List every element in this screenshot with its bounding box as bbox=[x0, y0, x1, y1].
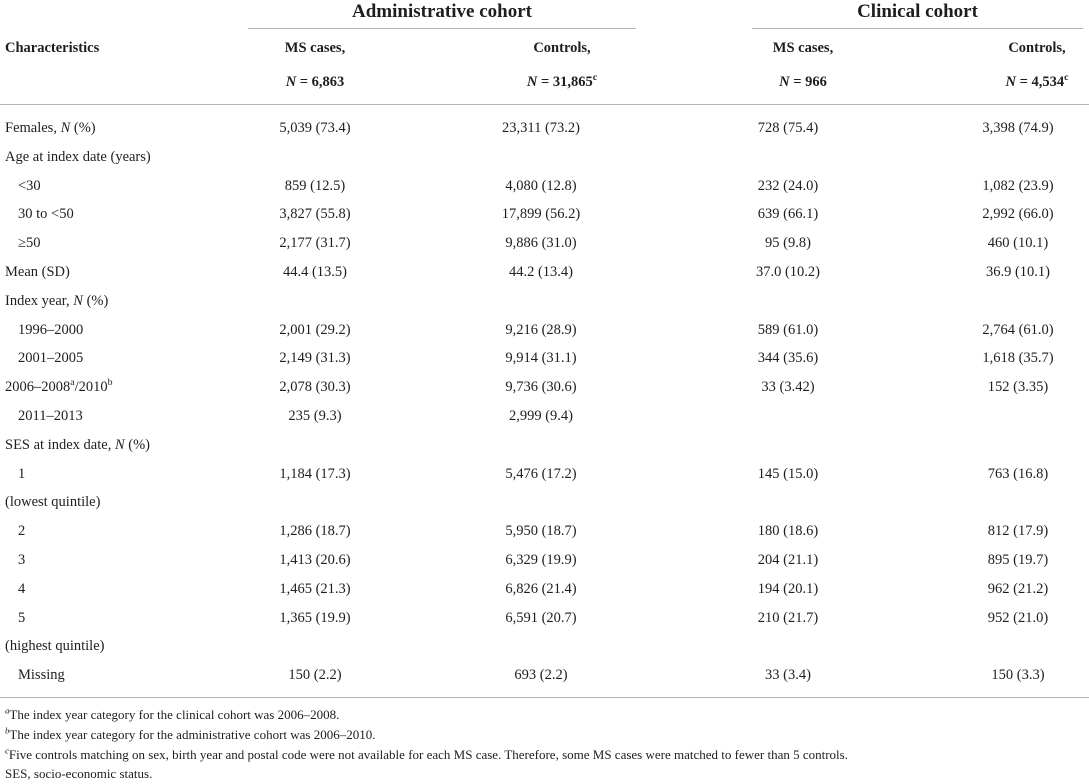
row-label bbox=[5, 632, 104, 661]
table-row bbox=[0, 517, 1089, 546]
cell-clinical-controls: 2,992 (66.0) bbox=[982, 206, 1054, 223]
group-header-clinical-cohort: Clinical cohort bbox=[857, 1, 978, 22]
cell-clinical-ms-cases: 37.0 (10.2) bbox=[755, 263, 821, 280]
table-row bbox=[0, 661, 1089, 690]
column-title-admin-controls: Controls, bbox=[533, 40, 591, 56]
column-title-admin-ms-cases: MS cases, bbox=[284, 40, 346, 56]
italic-symbol: N bbox=[114, 436, 125, 453]
text-run: (%) bbox=[124, 436, 150, 453]
italic-symbol: N bbox=[73, 292, 83, 309]
column-title-clinical-controls: Controls, bbox=[1008, 40, 1066, 56]
cell-clinical-ms-cases: 728 (75.4) bbox=[757, 120, 819, 136]
table-row bbox=[0, 172, 1089, 201]
cell-clinical-controls: 1,618 (35.7) bbox=[982, 350, 1054, 367]
text-run: 1 bbox=[18, 465, 26, 482]
text-run: <30 bbox=[18, 177, 41, 194]
footnote-text: Five controls matching on sex, birth year and postal code were not available for each MS case. Therefore, some MS cases were matched to fewer than 5 controls. bbox=[8, 746, 848, 762]
footnote-reference: a bbox=[70, 377, 75, 389]
footnote bbox=[5, 745, 1085, 765]
row-label bbox=[5, 143, 151, 172]
cell-clinical-controls: 152 (3.35) bbox=[987, 379, 1049, 396]
cell-admin-ms-cases: 859 (12.5) bbox=[284, 177, 346, 194]
cell-admin-controls: 693 (2.2) bbox=[514, 667, 568, 684]
text-run: (%) bbox=[70, 120, 96, 136]
table-row bbox=[0, 200, 1089, 229]
section-heading-row bbox=[0, 287, 1089, 316]
row-label bbox=[18, 200, 74, 229]
table-row bbox=[0, 460, 1089, 489]
cell-admin-ms-cases: 2,078 (30.3) bbox=[279, 379, 351, 396]
table-footnotes bbox=[5, 705, 1085, 784]
row-label bbox=[5, 373, 113, 402]
cell-clinical-ms-cases: 145 (15.0) bbox=[757, 465, 819, 482]
cell-admin-ms-cases: 235 (9.3) bbox=[288, 407, 342, 424]
row-label bbox=[18, 172, 41, 201]
bottom-rule bbox=[0, 697, 1089, 698]
column-n-admin-controls bbox=[492, 72, 632, 92]
cell-clinical-controls: 2,764 (61.0) bbox=[982, 321, 1054, 338]
footnote-mark: a bbox=[5, 705, 10, 716]
cell-clinical-ms-cases: 95 (9.8) bbox=[765, 235, 811, 252]
column-n-clinical-ms-cases bbox=[733, 72, 873, 92]
cell-admin-ms-cases: 2,177 (31.7) bbox=[279, 235, 351, 252]
table-row bbox=[0, 546, 1089, 575]
cell-admin-controls: 23,311 (73.2) bbox=[502, 120, 580, 136]
cell-admin-ms-cases: 1,184 (17.3) bbox=[279, 465, 351, 482]
footnote bbox=[5, 764, 1085, 784]
footnote-mark: c bbox=[5, 745, 9, 756]
text-run: /2010 bbox=[74, 379, 108, 396]
row-label bbox=[5, 114, 96, 143]
text-run: Missing bbox=[18, 667, 65, 684]
section-heading-row bbox=[0, 431, 1089, 460]
row-label bbox=[5, 287, 108, 316]
text-run: 5 bbox=[18, 609, 26, 626]
cell-clinical-controls: 36.9 (10.1) bbox=[985, 263, 1051, 280]
group-underline-administrative bbox=[248, 28, 636, 29]
footnote-text: The index year category for the administrative cohort was 2006–2010. bbox=[9, 726, 376, 742]
table-row bbox=[0, 402, 1089, 431]
cell-admin-ms-cases: 5,039 (73.4) bbox=[279, 120, 351, 136]
cell-clinical-controls: 763 (16.8) bbox=[987, 465, 1049, 482]
cell-admin-ms-cases: 3,827 (55.8) bbox=[279, 206, 351, 223]
row-label bbox=[18, 402, 83, 431]
cell-admin-controls: 6,329 (19.9) bbox=[505, 551, 577, 568]
section-heading-row bbox=[0, 143, 1089, 172]
cell-admin-controls: 44.2 (13.4) bbox=[508, 263, 574, 280]
cell-clinical-ms-cases: 33 (3.42) bbox=[761, 379, 815, 396]
text-run: (lowest quintile) bbox=[5, 494, 101, 511]
cell-admin-controls: 5,950 (18.7) bbox=[505, 523, 577, 540]
row-label bbox=[18, 575, 25, 604]
text-run: Mean (SD) bbox=[5, 263, 70, 280]
footnote bbox=[5, 725, 1085, 745]
text-run: 30 to <50 bbox=[18, 206, 74, 223]
text-run: Age at index date (years) bbox=[5, 148, 151, 165]
text-run: 4 bbox=[18, 580, 26, 597]
footnote-reference: b bbox=[107, 377, 113, 389]
cell-clinical-controls: 460 (10.1) bbox=[987, 235, 1049, 252]
text-run: Females, bbox=[5, 120, 61, 136]
row-label bbox=[18, 316, 83, 345]
cell-admin-ms-cases: 150 (2.2) bbox=[288, 667, 342, 684]
text-run: 2001–2005 bbox=[18, 350, 84, 367]
row-label bbox=[5, 488, 100, 517]
cell-clinical-ms-cases: 204 (21.1) bbox=[757, 551, 819, 568]
footnote bbox=[5, 705, 1085, 725]
cell-clinical-ms-cases: 232 (24.0) bbox=[757, 177, 819, 194]
stub-header: Characteristics bbox=[5, 40, 100, 56]
table-row bbox=[0, 344, 1089, 373]
italic-symbol: N bbox=[60, 120, 71, 136]
text-run: = 4,534 bbox=[1015, 74, 1065, 90]
row-label bbox=[18, 460, 25, 489]
text-run: = 6,863 bbox=[296, 74, 345, 90]
cell-admin-controls: 2,999 (9.4) bbox=[508, 407, 574, 424]
cell-clinical-ms-cases: 33 (3.4) bbox=[765, 667, 811, 684]
table-row bbox=[0, 575, 1089, 604]
group-underline-clinical bbox=[752, 28, 1083, 29]
cell-admin-controls: 9,736 (30.6) bbox=[505, 379, 577, 396]
text-run: (highest quintile) bbox=[5, 638, 105, 655]
cell-admin-ms-cases: 2,001 (29.2) bbox=[279, 321, 351, 338]
cell-admin-controls: 9,886 (31.0) bbox=[505, 235, 577, 252]
row-label bbox=[18, 604, 25, 633]
cell-admin-controls: 6,591 (20.7) bbox=[505, 609, 577, 626]
cell-admin-ms-cases: 1,413 (20.6) bbox=[279, 551, 351, 568]
italic-symbol: N bbox=[779, 74, 790, 90]
group-header-administrative-cohort: Administrative cohort bbox=[352, 1, 532, 22]
table-row bbox=[0, 604, 1089, 633]
table-row bbox=[0, 114, 1089, 143]
cell-admin-controls: 6,826 (21.4) bbox=[505, 580, 577, 597]
text-run: (%) bbox=[82, 292, 109, 309]
cell-admin-controls: 9,216 (28.9) bbox=[505, 321, 577, 338]
cell-clinical-ms-cases: 589 (61.0) bbox=[757, 321, 819, 338]
text-run: = 966 bbox=[789, 74, 827, 90]
cell-clinical-ms-cases: 639 (66.1) bbox=[757, 206, 819, 223]
cell-admin-ms-cases: 1,365 (19.9) bbox=[279, 609, 351, 626]
text-run: SES at index date, bbox=[5, 436, 115, 453]
cell-clinical-ms-cases: 180 (18.6) bbox=[757, 523, 819, 540]
footnote-reference: c bbox=[1064, 72, 1069, 84]
text-run: 3 bbox=[18, 551, 26, 568]
text-run: Index year, bbox=[5, 292, 74, 309]
cell-admin-ms-cases: 44.4 (13.5) bbox=[282, 263, 348, 280]
cell-admin-ms-cases: 1,286 (18.7) bbox=[279, 523, 351, 540]
header-rule bbox=[0, 104, 1089, 105]
cell-admin-ms-cases: 2,149 (31.3) bbox=[279, 350, 351, 367]
cell-clinical-ms-cases: 194 (20.1) bbox=[757, 580, 819, 597]
cell-clinical-controls: 812 (17.9) bbox=[987, 523, 1049, 540]
row-label bbox=[5, 431, 150, 460]
text-run: 1996–2000 bbox=[18, 321, 84, 338]
cell-admin-controls: 17,899 (56.2) bbox=[501, 206, 581, 223]
section-heading-row bbox=[0, 632, 1089, 661]
cell-clinical-ms-cases: 210 (21.7) bbox=[757, 609, 819, 626]
table-row bbox=[0, 316, 1089, 345]
table-row bbox=[0, 229, 1089, 258]
text-run: ≥50 bbox=[18, 235, 41, 252]
cell-clinical-controls: 150 (3.3) bbox=[991, 667, 1045, 684]
text-run: = 31,865 bbox=[537, 74, 593, 90]
table-body bbox=[0, 114, 1089, 690]
footnote-mark: b bbox=[5, 725, 10, 736]
cell-clinical-controls: 895 (19.7) bbox=[987, 551, 1049, 568]
italic-symbol: N bbox=[1005, 74, 1016, 90]
row-label bbox=[18, 661, 65, 690]
cell-clinical-ms-cases: 344 (35.6) bbox=[757, 350, 819, 367]
italic-symbol: N bbox=[285, 74, 297, 90]
text-run: 2006–2008 bbox=[5, 379, 71, 396]
row-label bbox=[18, 517, 25, 546]
footnote-reference: c bbox=[592, 72, 598, 84]
text-run: 2 bbox=[18, 523, 26, 540]
column-n-clinical-controls bbox=[987, 72, 1087, 92]
footnote-text: The index year category for the clinical cohort was 2006–2008. bbox=[9, 707, 340, 722]
cell-admin-controls: 4,080 (12.8) bbox=[505, 177, 577, 194]
cell-clinical-controls: 952 (21.0) bbox=[987, 609, 1049, 626]
cell-clinical-controls: 3,398 (74.9) bbox=[982, 120, 1054, 136]
column-title-clinical-ms-cases: MS cases, bbox=[772, 40, 834, 56]
column-n-admin-ms-cases bbox=[245, 72, 385, 92]
cell-clinical-controls: 962 (21.2) bbox=[987, 580, 1049, 597]
row-label bbox=[18, 344, 83, 373]
text-run: 2011–2013 bbox=[18, 407, 83, 424]
table-row bbox=[0, 258, 1089, 287]
row-label bbox=[18, 229, 40, 258]
italic-symbol: N bbox=[526, 74, 538, 90]
section-heading-row bbox=[0, 488, 1089, 517]
cell-admin-controls: 9,914 (31.1) bbox=[505, 350, 577, 367]
row-label bbox=[18, 546, 25, 575]
row-label bbox=[5, 258, 70, 287]
footnote-text: SES, socio-economic status. bbox=[5, 766, 153, 782]
table-row bbox=[0, 373, 1089, 402]
cell-admin-controls: 5,476 (17.2) bbox=[505, 465, 577, 482]
cell-admin-ms-cases: 1,465 (21.3) bbox=[279, 580, 351, 597]
cell-clinical-controls: 1,082 (23.9) bbox=[982, 177, 1054, 194]
